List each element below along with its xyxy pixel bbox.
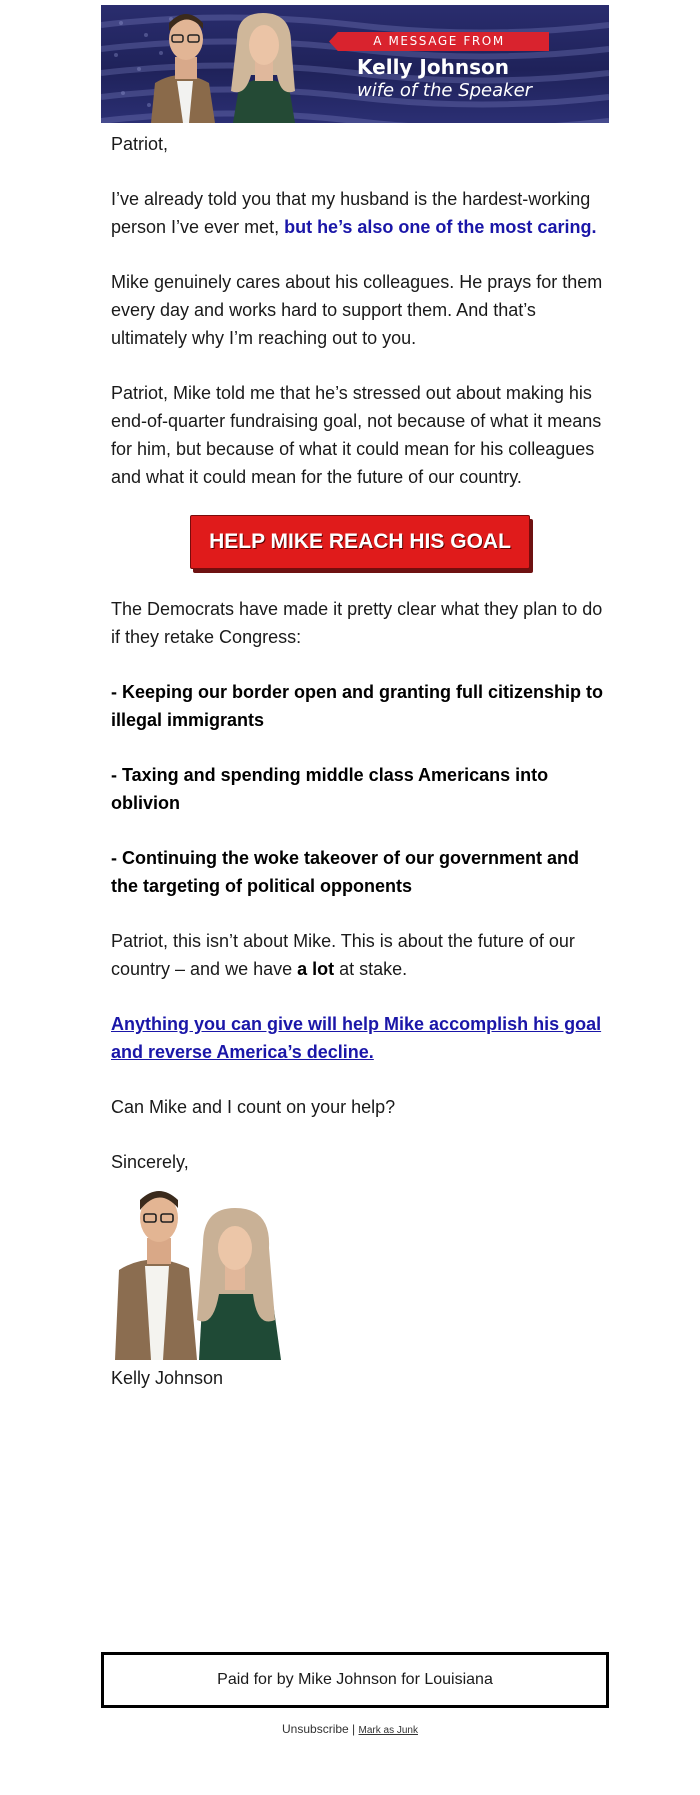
bullet-border: - Keeping our border open and granting full citizenship to illegal immigrants bbox=[111, 682, 603, 730]
help-mike-button[interactable]: HELP MIKE REACH HIS GOAL bbox=[190, 515, 530, 569]
banner-subtitle: wife of the Speaker bbox=[357, 80, 533, 101]
paragraph-husband-text: I’ve already told you that my husband is the hardest-working person I’ve ever met, bbox=[111, 189, 591, 237]
footer-separator: | bbox=[348, 1722, 359, 1736]
greeting: Patriot, bbox=[111, 134, 169, 154]
unsubscribe-link[interactable]: Unsubscribe bbox=[282, 1722, 349, 1736]
signature-name: Kelly Johnson bbox=[111, 1368, 224, 1388]
paragraph-stakes-bold: a lot bbox=[297, 959, 335, 979]
paragraph-stakes bbox=[111, 927, 609, 983]
cta-container bbox=[111, 515, 609, 573]
bullet-taxing: - Taxing and spending middle class Americans into oblivion bbox=[111, 765, 549, 813]
paragraph-colleagues: Mike genuinely cares about his colleagues. He prays for them every day and works hard to support them. And that’s ultimately why I’m reaching out to you. bbox=[111, 272, 603, 348]
paragraph-husband bbox=[111, 185, 609, 241]
paragraph-fundraising-goal: Patriot, Mike told me that he’s stressed out about making his end-of-quarter fundraising goal, not because of what it means for him, but because of what it could mean for his colleagues and what it could mean for the future of our country. bbox=[111, 383, 602, 487]
email-body bbox=[111, 130, 609, 1419]
donation-link[interactable]: Anything you can give will help Mike accomplish his goal and reverse America’s decline. bbox=[111, 1014, 602, 1062]
paragraph-democrats: The Democrats have made it pretty clear what they plan to do if they retake Congress: bbox=[111, 599, 603, 647]
header-banner bbox=[101, 5, 609, 123]
paragraph-stakes-end: at stake. bbox=[334, 959, 408, 979]
mark-as-junk-link[interactable]: Mark as Junk bbox=[358, 1725, 418, 1736]
footer-links bbox=[0, 1722, 700, 1736]
banner-ribbon-text: A MESSAGE FROM bbox=[373, 34, 505, 48]
paragraph-stakes-text: Patriot, this isn’t about Mike. This is about the future of our country – and we have bbox=[111, 931, 575, 979]
question: Can Mike and I count on your help? bbox=[111, 1097, 396, 1117]
paragraph-husband-highlight: but he’s also one of the most caring. bbox=[284, 217, 597, 237]
banner-name: Kelly Johnson bbox=[357, 55, 509, 79]
bullet-woke-takeover: - Continuing the woke takeover of our government and the targeting of political opponents bbox=[111, 848, 580, 896]
speaker-and-wife-photo bbox=[141, 5, 321, 123]
paid-for-disclaimer: Paid for by Mike Johnson for Louisiana bbox=[101, 1652, 609, 1708]
donation-link-paragraph bbox=[111, 1010, 609, 1066]
signature-photo bbox=[111, 1188, 283, 1360]
closing: Sincerely, bbox=[111, 1152, 189, 1172]
